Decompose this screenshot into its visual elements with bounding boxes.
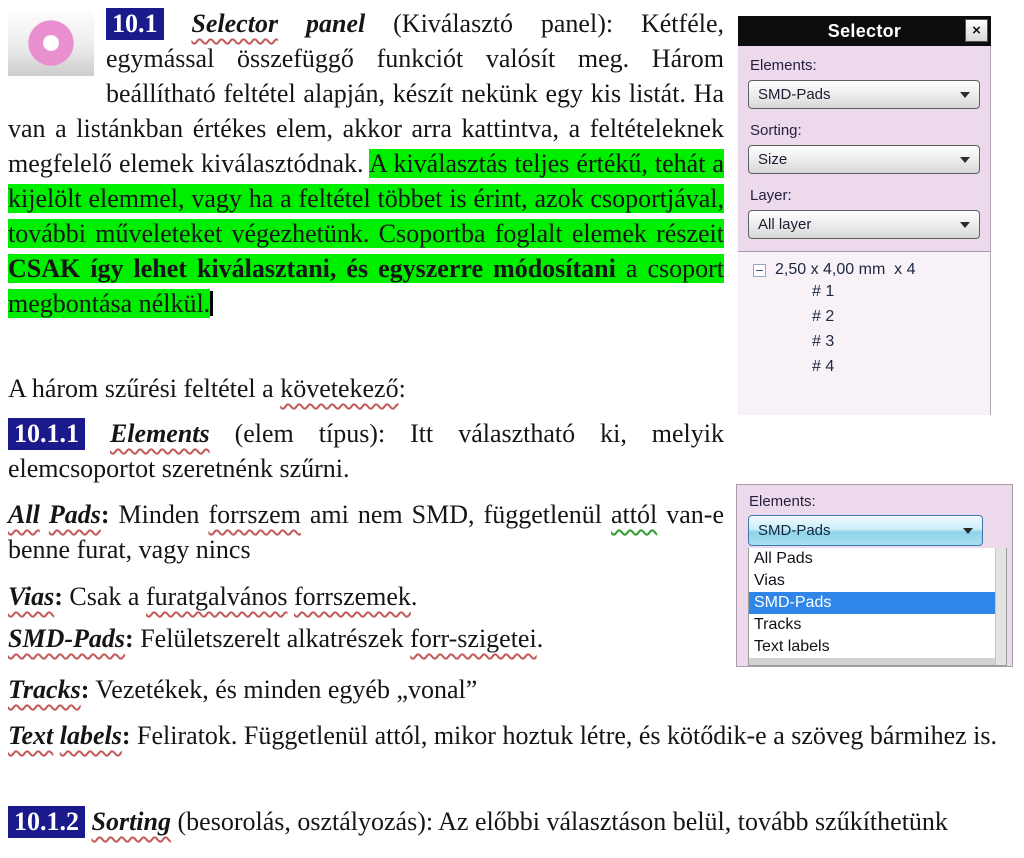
pad-icon [8, 10, 94, 76]
elements-dropdown-expanded[interactable] [748, 515, 983, 546]
dropdown-option[interactable]: Vias [754, 572, 785, 589]
tree-item-group[interactable] [753, 261, 990, 279]
elements-dropdown-value: SMD-Pads [758, 522, 831, 539]
paragraph-section-10-1-1: 10.1.1 Elements (elem típus): Itt választható ki, melyik elemcsoportot szeretnénk szűrni. [8, 419, 725, 483]
dropdown-options-list [748, 548, 1007, 666]
paragraph-filter-intro: A három szűrési feltétel a követekező: [8, 374, 406, 403]
chevron-down-icon [963, 528, 973, 534]
selector-panel-body [738, 46, 991, 251]
chevron-down-icon [960, 157, 970, 163]
tree-item[interactable]: # 3 [812, 333, 835, 350]
chevron-down-icon [960, 92, 970, 98]
paragraph-section-10-1: 10.1 Selector panel (Kiválasztó panel): Kétféle, egymással összefüggő funkciót valósít meg. Három beállítható feltétel alapján, készít nekünk egy kis listát. Ha van a listánkban értékes elem, akkor arra kattintva, a feltételeknek megfelelő elemek kiválasztódnak. A kiválasztás teljes értékű, tehát a kijelölt elemmel, vagy ha a feltétel többet is érint, azok csoportjával, további műveleteket végezhetünk. Csoportba foglalt elemek részeit CSAK így lehet kiválasztani, és egyszerre módosítani a csoport megbontása nélkül. [8, 9, 724, 318]
panel-title: Selector [827, 20, 902, 41]
elements-label: Elements: [750, 57, 817, 74]
pad-donut-shape [28, 20, 74, 66]
selector-results-list [738, 251, 991, 415]
dropdown-option[interactable]: All Pads [754, 550, 813, 567]
scrollbar[interactable] [995, 548, 1006, 665]
elements-dropdown-figure [736, 484, 1013, 667]
paragraph-vias: Vias: Csak a furatgalvános forrszemek. [8, 582, 418, 611]
paragraph-tracks: Tracks: Vezetékek, és minden egyéb „vonal” [8, 675, 478, 704]
chevron-down-icon [960, 222, 970, 228]
layer-dropdown[interactable] [748, 210, 980, 239]
elements-label: Elements: [749, 493, 816, 510]
dropdown-option-selected[interactable]: SMD-Pads [749, 592, 1006, 614]
dropdown-partial-row [749, 658, 996, 665]
paragraph-all-pads: All Pads: Minden forrszem ami nem SMD, függetlenül attól van-e benne furat, vagy nincs [8, 500, 724, 564]
close-button[interactable]: × [965, 19, 988, 42]
tree-group-label: 2,50 x 4,00 mm x 4 [775, 261, 916, 278]
paragraph-smd-pads: SMD-Pads: Felületszerelt alkatrészek forr-szigetei. [8, 624, 544, 653]
sorting-dropdown[interactable] [748, 145, 980, 174]
dropdown-option[interactable]: Tracks [754, 616, 802, 633]
paragraph-section-10-1-2: 10.1.2 Sorting (besorolás, osztályozás): Az előbbi választáson belül, tovább szűkíthetünk [8, 804, 1012, 840]
panel-titlebar[interactable] [738, 16, 991, 46]
elements-dropdown[interactable] [748, 80, 980, 109]
collapse-icon[interactable] [753, 264, 766, 277]
selector-panel [738, 16, 991, 415]
tree-item[interactable]: # 2 [812, 308, 835, 325]
sorting-label: Sorting: [750, 122, 802, 139]
sorting-dropdown-value: Size [758, 151, 788, 168]
layer-dropdown-value: All layer [758, 216, 812, 233]
tree-item[interactable]: # 4 [812, 358, 835, 375]
layer-label: Layer: [750, 187, 792, 204]
dropdown-option[interactable]: Text labels [754, 638, 830, 655]
elements-dropdown-value: SMD-Pads [758, 86, 831, 103]
paragraph-text-labels: Text labels: Feliratok. Függetlenül attól, mikor hoztuk létre, és kötődik-e a szöveg bármihez is. [8, 721, 998, 750]
tree-item[interactable]: # 1 [812, 283, 835, 300]
